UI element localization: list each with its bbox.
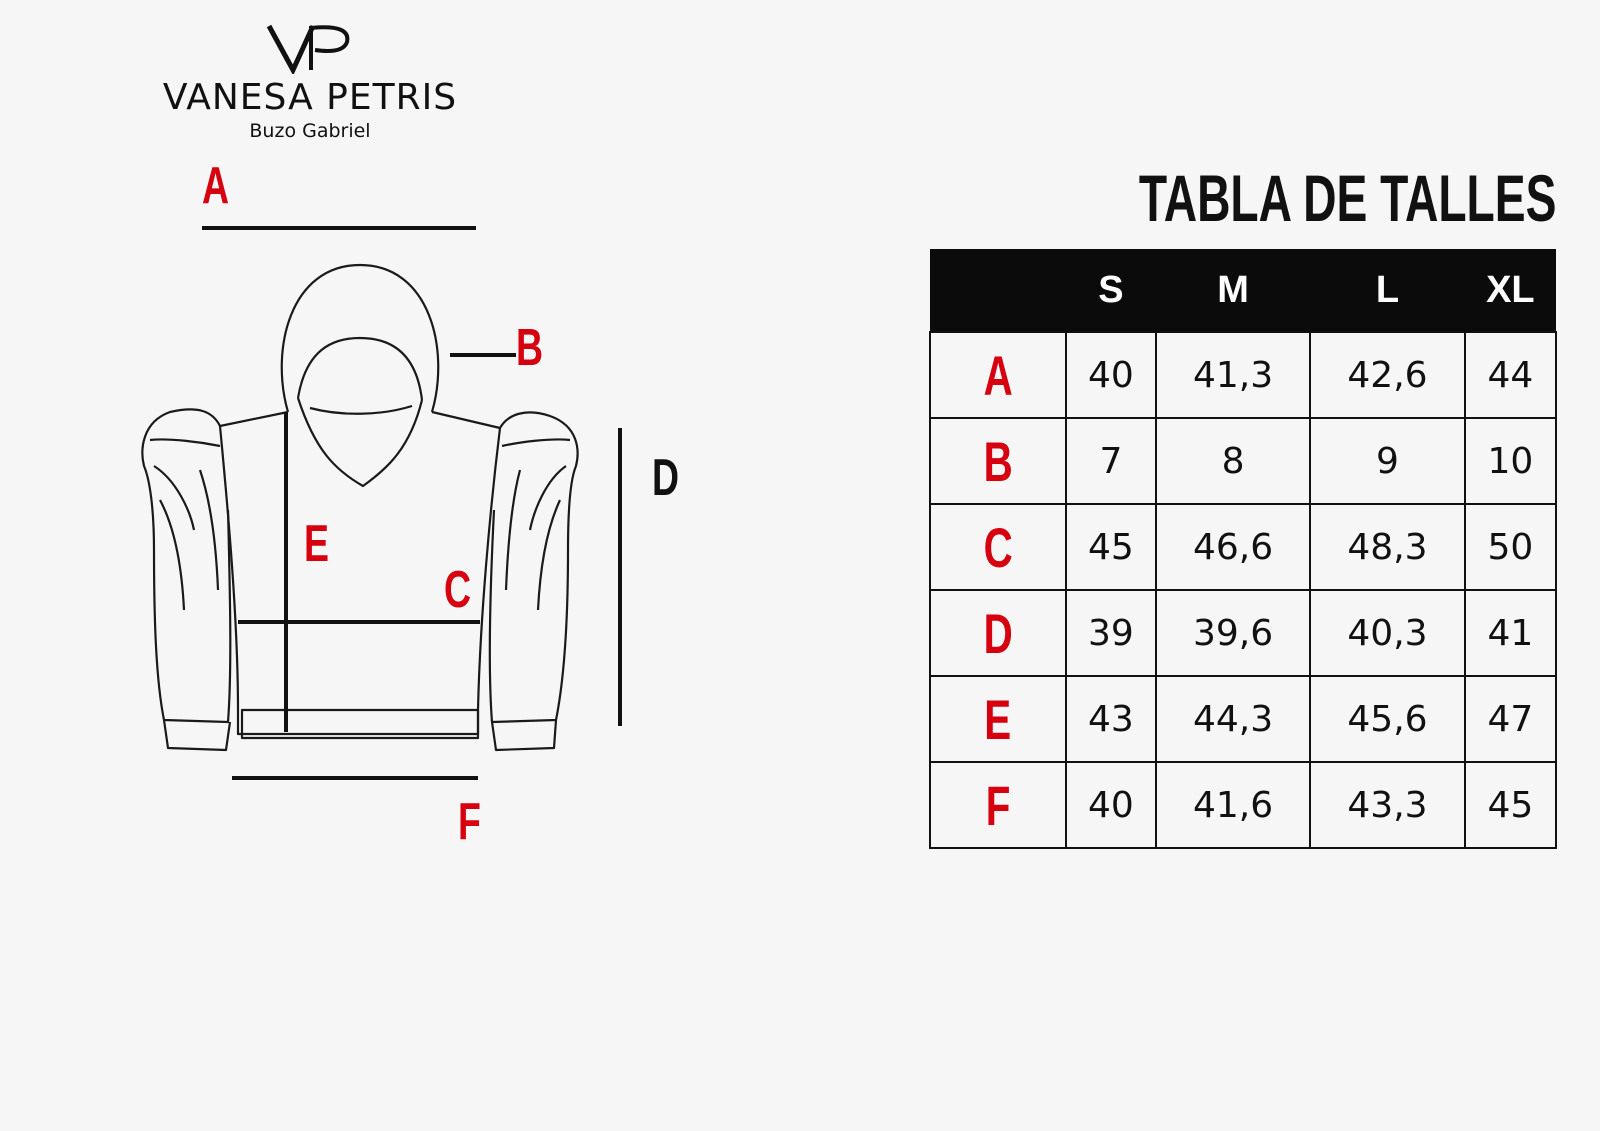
table-cell: 50: [1465, 504, 1556, 590]
table-cell: 45,6: [1310, 676, 1464, 762]
product-name: Buzo Gabriel: [249, 120, 371, 142]
table-cell: 41: [1465, 590, 1556, 676]
table-cell: 39,6: [1156, 590, 1310, 676]
header-size-m: M: [1156, 249, 1310, 332]
size-table-title: TABLA DE TALLES: [1138, 161, 1556, 235]
table-cell: 40,3: [1310, 590, 1464, 676]
table-cell: 45: [1066, 504, 1156, 590]
table-cell: 45: [1465, 762, 1556, 848]
garment-diagram: [120, 150, 720, 870]
table-cell: 44: [1465, 332, 1556, 418]
hood-opening: [298, 398, 422, 486]
table-cell: 48,3: [1310, 504, 1464, 590]
header-size-s: S: [1066, 249, 1156, 332]
hoodie-sketch: [120, 150, 720, 870]
table-cell: 46,6: [1156, 504, 1310, 590]
measure-label-d: D: [652, 449, 680, 507]
table-row: [930, 332, 1556, 418]
table-cell: 41,3: [1156, 332, 1310, 418]
table-cell: 8: [1156, 418, 1310, 504]
row-label-b: B: [930, 418, 1066, 504]
measure-label-f: F: [458, 793, 481, 851]
table-cell: 42,6: [1310, 332, 1464, 418]
header-corner: [930, 249, 1066, 332]
table-cell: 39: [1066, 590, 1156, 676]
table-cell: 40: [1066, 762, 1156, 848]
row-label-f: F: [930, 762, 1066, 848]
row-label-a: A: [930, 332, 1066, 418]
table-cell: 9: [1310, 418, 1464, 504]
row-label-c: C: [930, 504, 1066, 590]
table-cell: 7: [1066, 418, 1156, 504]
table-row: [930, 418, 1556, 504]
table-cell: 43: [1066, 676, 1156, 762]
size-table-header-row: [930, 249, 1556, 332]
vp-monogram-icon: [265, 22, 355, 74]
right-sleeve: [490, 412, 578, 722]
header-size-l: L: [1310, 249, 1464, 332]
table-cell: 41,6: [1156, 762, 1310, 848]
brand-name: VANESA PETRIS: [162, 77, 458, 118]
brand-logo: [120, 22, 500, 142]
right-cuff: [492, 720, 556, 750]
size-table: [929, 249, 1557, 849]
hood-inner: [298, 338, 422, 400]
table-cell: 43,3: [1310, 762, 1464, 848]
row-label-d: D: [930, 590, 1066, 676]
measure-label-c: C: [444, 561, 472, 619]
table-row: [930, 504, 1556, 590]
row-label-e: E: [930, 676, 1066, 762]
table-cell: 10: [1465, 418, 1556, 504]
table-cell: 44,3: [1156, 676, 1310, 762]
table-row: [930, 762, 1556, 848]
table-row: [930, 590, 1556, 676]
measure-label-a: A: [202, 157, 230, 215]
measure-label-b: B: [516, 319, 544, 377]
table-cell: 40: [1066, 332, 1156, 418]
table-cell: 47: [1465, 676, 1556, 762]
table-row: [930, 676, 1556, 762]
measure-label-e: E: [304, 515, 329, 573]
header-size-xl: XL: [1465, 249, 1556, 332]
left-cuff: [164, 720, 230, 750]
